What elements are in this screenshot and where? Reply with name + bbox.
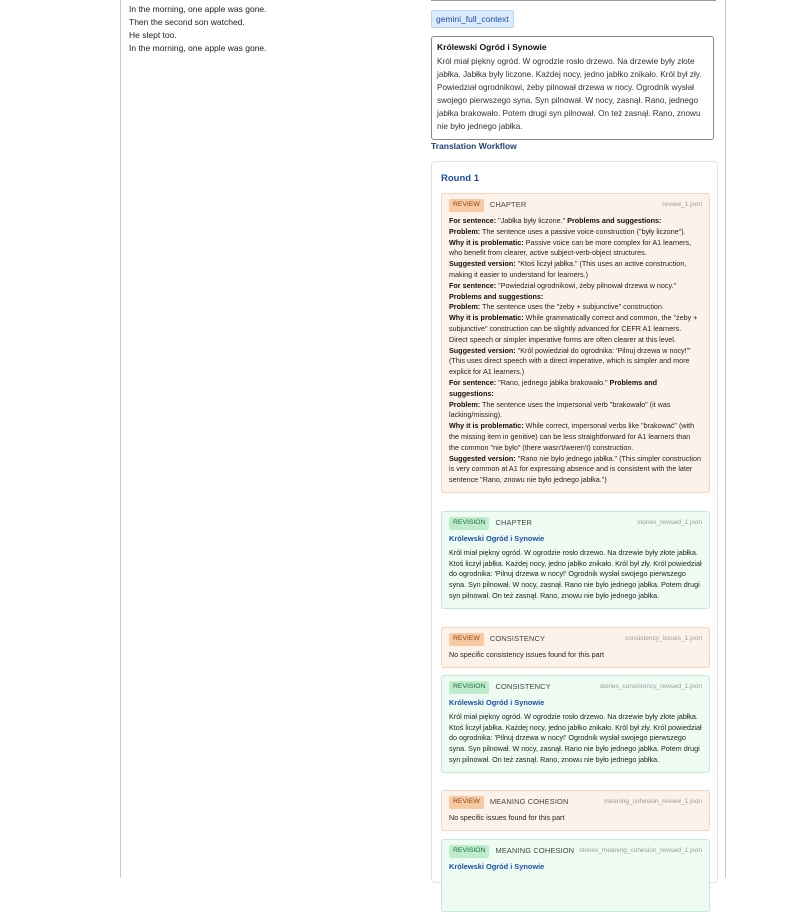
card-file: stories_meaning_cohesion_revised_1.json — [579, 847, 702, 855]
review-text: While grammatically correct and common, the "żeby + subjunctive" construction can be slightly advanced for CEFR A1 learners. Direct speech or simpler imperative forms are often clearer at this level. — [449, 313, 698, 344]
review-label: For sentence: — [449, 216, 497, 225]
story-box — [431, 36, 714, 140]
review-line — [449, 238, 702, 260]
review-text: "Król powiedział do ogrodnika: 'Pilnuj drzewa w nocy!'" (This uses direct speech with a direct imperative, which is simpler and more explicit for A1 learners.) — [449, 345, 691, 377]
revision-card-meaning-cohesion — [441, 839, 710, 912]
revision-card-chapter — [441, 511, 710, 609]
review-text: "Rano nie było jednego jabłka." (This simpler construction is very common at A1 for expressing absence and is consistent with the later sentence "Rano, znowu nie było jednego jabłka.") — [449, 453, 701, 485]
story-title: Królewski Ogród i Synowie — [437, 42, 547, 52]
revision-title: Królewski Ogród i Synowie — [449, 534, 545, 543]
card-file: meaning_cohesion_review_1.json — [604, 798, 702, 806]
story-line: He slept too. — [129, 30, 177, 40]
revision-title: Królewski Ogród i Synowie — [449, 698, 545, 707]
review-text: No specific issues found for this part — [449, 813, 565, 822]
review-text: The sentence uses the impersonal verb "brakowało" (it was lacking/missing). — [449, 399, 671, 420]
review-label: For sentence: — [449, 377, 497, 387]
review-text: "Powiedział ogrodnikowi, żeby pilnował drzewa w nocy." — [496, 280, 677, 290]
card-category: MEANING COHESION — [495, 846, 575, 856]
review-label: Why it is problematic: — [449, 313, 524, 323]
revision-text: Król miał piękny ogród. W ogrodzie rosło drzewo. Na drzewie były złote jabłka. Ktoś liczył jabłka. Każdej nocy, jedno jabłko znikało. Król był zły. Król powiedział do ogrodnika: 'Pilnuj drzewa w nocy!' Ogrodnik wysłał swojego pierwszego syna. Syn pilnował. W nocy, zasnął. Rano nie było jednego jabłka. Potem drugi syn pilnował. On też zasnął. Rano, znowu nie było jednego jabłka. — [449, 711, 702, 764]
review-badge: REVIEW — [449, 199, 484, 212]
review-line — [449, 302, 702, 313]
review-text: The sentence uses the "żeby + subjunctive" construction. — [480, 302, 664, 312]
card-file: stories_revised_1.json — [637, 519, 702, 527]
review-line — [449, 292, 702, 303]
revision-badge: REVISION — [449, 681, 489, 694]
review-badge: REVIEW — [449, 633, 484, 646]
review-label: Problem: — [449, 226, 481, 236]
card-category: MEANING COHESION — [489, 797, 569, 807]
round-title: Round 1 — [441, 173, 479, 184]
review-label: Suggested version: — [449, 345, 516, 355]
revision-badge: REVISION — [449, 517, 489, 530]
review-text: "Ktoś liczył jabłka." (This uses an active construction, making it easier to understand for learners.) — [449, 259, 687, 279]
workflow-label: Translation Workflow — [431, 141, 517, 151]
review-body — [449, 216, 702, 486]
context-tag[interactable]: gemini_full_context — [431, 10, 514, 28]
review-label: Why it is problematic: — [449, 421, 524, 431]
review-label: Problems and suggestions: — [449, 291, 544, 301]
review-label: Suggested version: — [449, 259, 516, 269]
revision-title: Królewski Ogród i Synowie — [449, 862, 545, 871]
review-line — [449, 454, 702, 486]
revision-card-consistency — [441, 675, 710, 773]
review-line — [449, 421, 702, 453]
review-line — [449, 227, 702, 238]
review-card-consistency — [441, 627, 710, 668]
review-text: "Rano, jednego jabłka brakowało." — [496, 377, 610, 387]
review-label: Problem: — [449, 302, 481, 312]
review-card-chapter — [441, 193, 710, 493]
review-label: Why it is problematic: — [449, 237, 524, 247]
card-category: CONSISTENCY — [489, 634, 546, 644]
review-line — [449, 216, 702, 227]
review-label: Problem: — [449, 399, 481, 409]
review-label: Suggested version: — [449, 453, 516, 463]
review-line — [449, 378, 702, 400]
review-badge: REVIEW — [449, 796, 484, 809]
story-body: Król miał piękny ogród. W ogrodzie rosło drzewo. Na drzewie były złote jabłka. Jabłka były liczone. Każdej nocy, jedno jabłko znikało. Król był zły. Powiedział ogrodnikowi, żeby pilnował drzewa w nocy. Ogrodnik wysłał swojego pierwszego syna. Syn pilnował. W nocy, zasnął. Rano, jednego jabłka brakowało. Potem drugi syn pilnował. On też zasnął. Rano, znowu nie było jednego jabłka. — [437, 57, 702, 131]
card-file: review_1.json — [662, 201, 702, 209]
review-text: No specific consistency issues found for this part — [449, 650, 605, 659]
review-line — [449, 281, 702, 292]
review-card-meaning-cohesion — [441, 790, 710, 831]
review-label: Problems and suggestions: — [567, 216, 662, 225]
story-line: In the morning, one apple was gone. — [129, 4, 267, 14]
review-label: Problems and suggestions: — [449, 377, 658, 398]
story-line: In the morning, one apple was gone. — [129, 43, 267, 53]
card-file: stories_consistency_revised_1.json — [599, 683, 702, 691]
review-text: Passive voice can be more complex for A1 learners, who benefit from clearer, active subject-verb-object structures. — [449, 237, 692, 258]
review-line — [449, 346, 702, 378]
card-category: CHAPTER — [495, 518, 533, 528]
workflow-container — [431, 161, 718, 883]
review-text: "Jabłka były liczone." — [496, 216, 568, 225]
story-line: Then the second son watched. — [129, 17, 245, 27]
revision-text: Król miał piękny ogród. W ogrodzie rosło drzewo. Na drzewie były złote jabłka. Ktoś liczył jabłka. Każdej nocy, jedno jabłko znikało. Król był zły. Król powiedział do ogrodnika: 'Pilnuj drzewa w nocy!' Ogrodnik wysłał swojego pierwszego syna. Syn pilnował. W nocy, zasnął. Rano nie było jednego jabłka. Potem drugi syn pilnował. On też zasnął. Rano, znowu nie było jednego jabłka. — [449, 547, 702, 600]
card-category: CONSISTENCY — [495, 682, 551, 692]
card-category: CHAPTER — [489, 200, 527, 210]
review-text: The sentence uses a passive voice construction ("były liczone"). — [480, 226, 686, 236]
review-text: While correct, impersonal verbs like "brakować" (with the missing item in genitive) can be less straightforward for A1 learners than the common "nie było" (there wasn't/weren't) construction. — [449, 421, 695, 452]
revision-badge: REVISION — [449, 845, 489, 858]
divider — [431, 0, 716, 1]
review-line — [449, 400, 702, 422]
story-text-panel — [129, 3, 267, 55]
review-line — [449, 313, 702, 345]
review-label: For sentence: — [449, 280, 497, 290]
card-file: consistency_issues_1.json — [625, 635, 702, 643]
review-line — [449, 259, 702, 281]
